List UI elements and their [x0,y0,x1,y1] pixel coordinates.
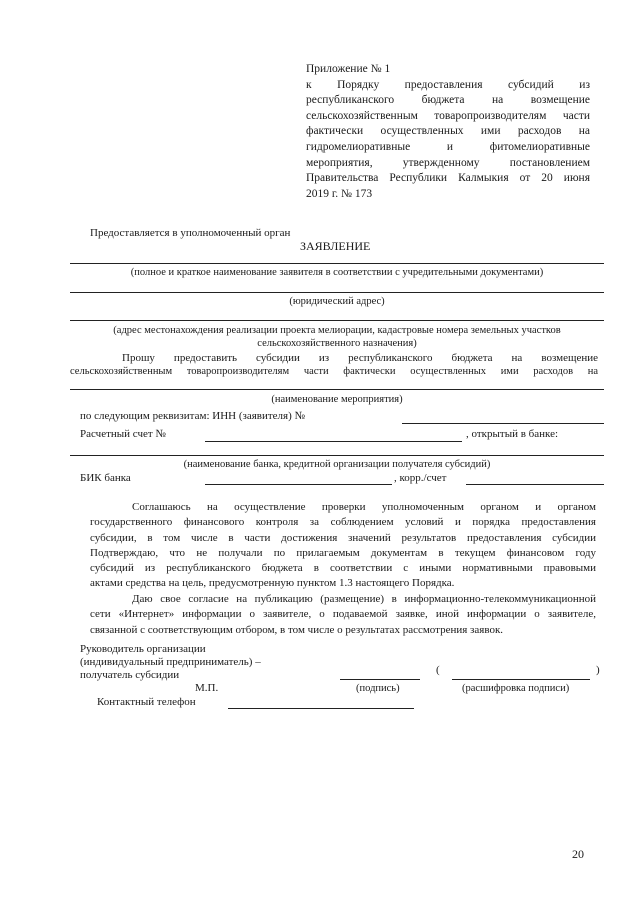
appendix-line: Правительства Республики Калмыкия от 20 июня [306,172,590,185]
appendix-line: 2019 г. № 173 [306,187,373,200]
location-caption: (адрес местонахождения реализации проекта мелиорации, кадастровые номера земельных участков [113,325,561,336]
bik-label: БИК банка [80,472,131,484]
open-paren: ( [436,664,440,676]
decode-caption: (расшифровка подписи) [462,683,570,694]
appendix-line: сельскохозяйственным товаропроизводителям части [306,109,590,122]
signatory-title-2: (индивидуальный предприниматель) – [80,656,261,668]
consent-line: субсидии, в том числе в части достижения значений результатов предоставления субсидии [90,531,596,544]
bank-line [70,455,604,456]
request-line-2: сельскохозяйственным товаропроизводителям части фактически осуществленных ими расходов на [70,366,598,377]
inn-line [402,423,604,424]
appendix-title: Приложение № 1 [306,63,391,75]
stamp-label: М.П. [195,682,219,694]
consent-line: Соглашаюсь на осуществление проверки уполномоченным органом и органом [132,501,596,513]
signature-line [340,679,420,680]
signature-caption: (подпись) [356,683,400,694]
appendix-line: гидромелиоративные и фитомелиоративные [306,140,590,153]
signature-decode-line [452,679,590,680]
activity-line [70,389,604,390]
page-number: 20 [572,847,584,861]
consent-line: сети «Интернет» информации о заявителе, о подаваемой заявке, иной информации о заявителе, [90,608,596,621]
appendix-line: мероприятия, утвержденному постановлением [306,156,590,169]
consent-paragraph-1 [90,500,596,592]
legal-address-line [70,292,604,293]
phone-line [228,708,414,709]
account-line [205,441,462,442]
inn-label: по следующим реквизитам: ИНН (заявителя) № [80,410,306,422]
bank-caption: (наименование банка, кредитной организации получателя субсидий) [183,459,491,470]
corr-account-line [466,484,604,485]
consent-line: субсидий из республиканского бюджета в соответствии с иными нормативными правовыми [90,562,596,575]
appendix-block [306,62,590,202]
phone-label: Контактный телефон [97,696,196,708]
bik-line [205,484,392,485]
consent-line: актами средства на цель, предусмотренную пунктом 1.3 настоящего Порядка. [90,577,455,590]
provided-to-label: Предоставляется в уполномоченный орган [90,227,291,239]
appendix-line: фактически осуществленных ими расходов на [306,125,590,138]
location-line [70,320,604,321]
request-line-1: Прошу предоставить субсидии из республиканского бюджета на возмещение [122,352,598,364]
legal-address-caption: (юридический адрес) [289,296,385,307]
close-paren: ) [596,664,600,676]
account-label: Расчетный счет № [80,428,166,440]
consent-line: государственного финансового контроля за соблюдением условий и порядка предоставления [90,516,596,529]
consent-line: связанной с соответствующим отбором, в том числе о результатах рассмотрения заявок. [90,623,504,636]
consent-paragraph-2 [90,592,596,638]
signatory-title-3: получатель субсидии [80,669,180,681]
appendix-line: республиканского бюджета на возмещение [306,94,590,107]
consent-line: Даю свое согласие на публикацию (размещение) в информационно-телекоммуникационной [132,593,596,605]
applicant-name-caption: (полное и краткое наименование заявителя в соответствии с учредительными документами) [130,267,544,278]
bank-opened-label: , открытый в банке: [466,428,559,440]
applicant-name-line [70,263,604,264]
corr-account-label: , корр./счет [394,472,447,484]
consent-line: Подтверждаю, что не получали по прилагаемым документам в текущем финансовом году [90,546,596,559]
appendix-line: к Порядку предоставления субсидий из [306,78,590,91]
location-caption-2: сельскохозяйственного назначения) [257,338,417,349]
activity-caption: (наименование мероприятия) [271,394,403,405]
document-title: ЗАЯВЛЕНИЕ [300,239,371,253]
signatory-title-1: Руководитель организации [80,643,206,655]
